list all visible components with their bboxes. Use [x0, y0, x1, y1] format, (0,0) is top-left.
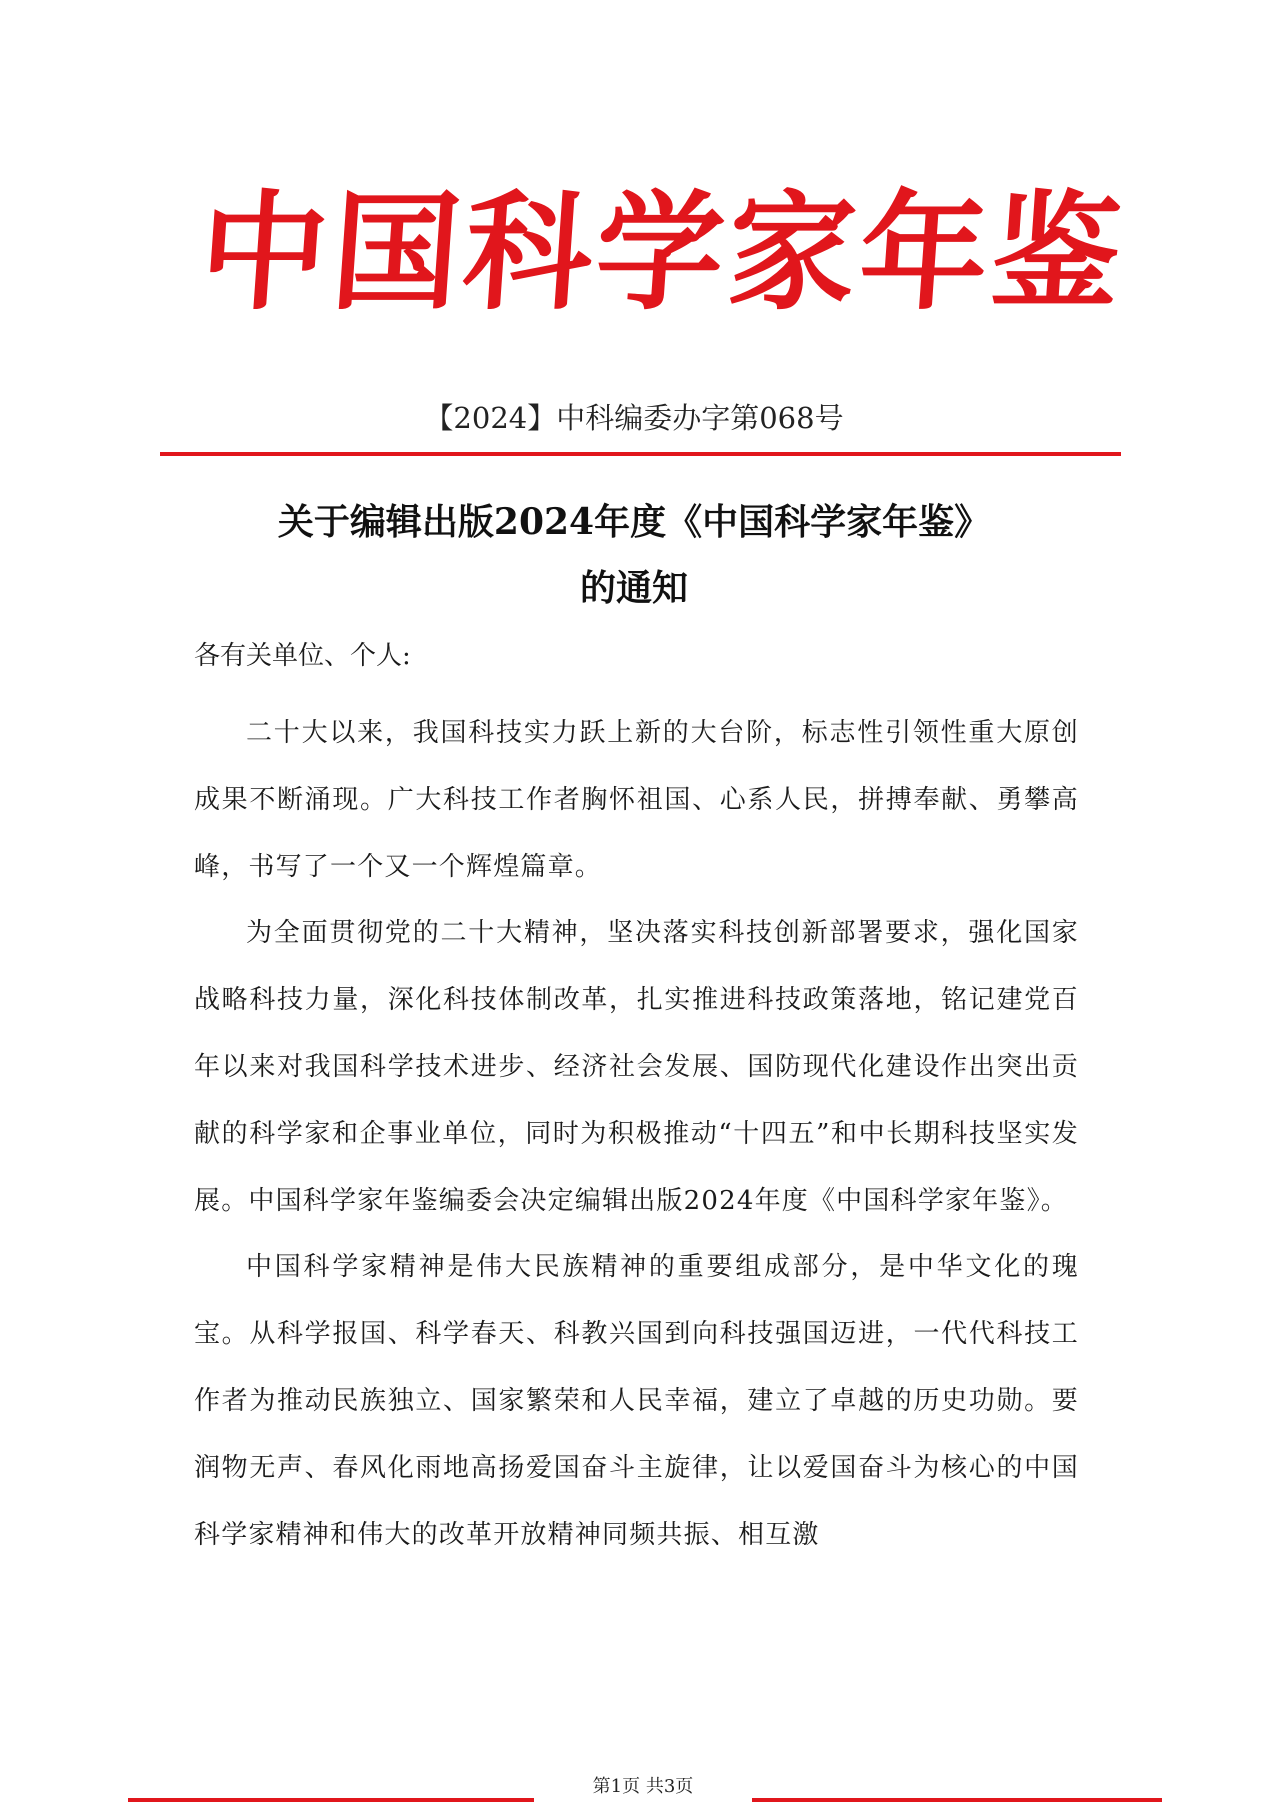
document-title-line-2: 的通知 — [579, 567, 688, 609]
page-number: 第1页 共3页 — [592, 1776, 694, 1797]
paragraph: 中国科学家精神是伟大民族精神的重要组成部分，是中华文化的瑰宝。从科学报国、科学春天、科教兴国到向科技强国迈进，一代代科技工作者为推动民族独立、国家繁荣和人民幸福，建立了卓越的历史功勋。要润物无声、春风化雨地高扬爱国奋斗主旋律，让以爱国奋斗为核心的中国科学家精神和伟大的改革开放精神同频共振、相互激 — [194, 1252, 1079, 1550]
document-title-line-1: 关于编辑出版2024年度《中国科学家年鉴》 — [277, 501, 991, 543]
footer-red-rule-right — [752, 1798, 1162, 1802]
footer-red-rule-left — [128, 1798, 534, 1802]
document-number: 【2024】中科编委办字第068号 — [424, 401, 844, 435]
body-text — [194, 700, 1079, 1568]
salutation: 各有关单位、个人: — [194, 641, 411, 671]
paragraph: 为全面贯彻党的二十大精神，坚决落实科技创新部署要求，强化国家战略科技力量，深化科技体制改革，扎实推进科技政策落地，铭记建党百年以来对我国科学技术进步、经济社会发展、国防现代化建设作出突出贡献的科学家和企事业单位，同时为积极推动“十四五”和中长期科技坚实发展。中国科学家年鉴编委会决定编辑出版2024年度《中国科学家年鉴》。 — [194, 918, 1079, 1216]
paragraph: 二十大以来，我国科技实力跃上新的大台阶，标志性引领性重大原创成果不断涌现。广大科技工作者胸怀祖国、心系人民，拼搏奉献、勇攀高峰，书写了一个又一个辉煌篇章。 — [194, 718, 1079, 882]
header-red-rule — [160, 452, 1121, 456]
masthead-title: 中国科学家年鉴 — [194, 178, 1130, 328]
